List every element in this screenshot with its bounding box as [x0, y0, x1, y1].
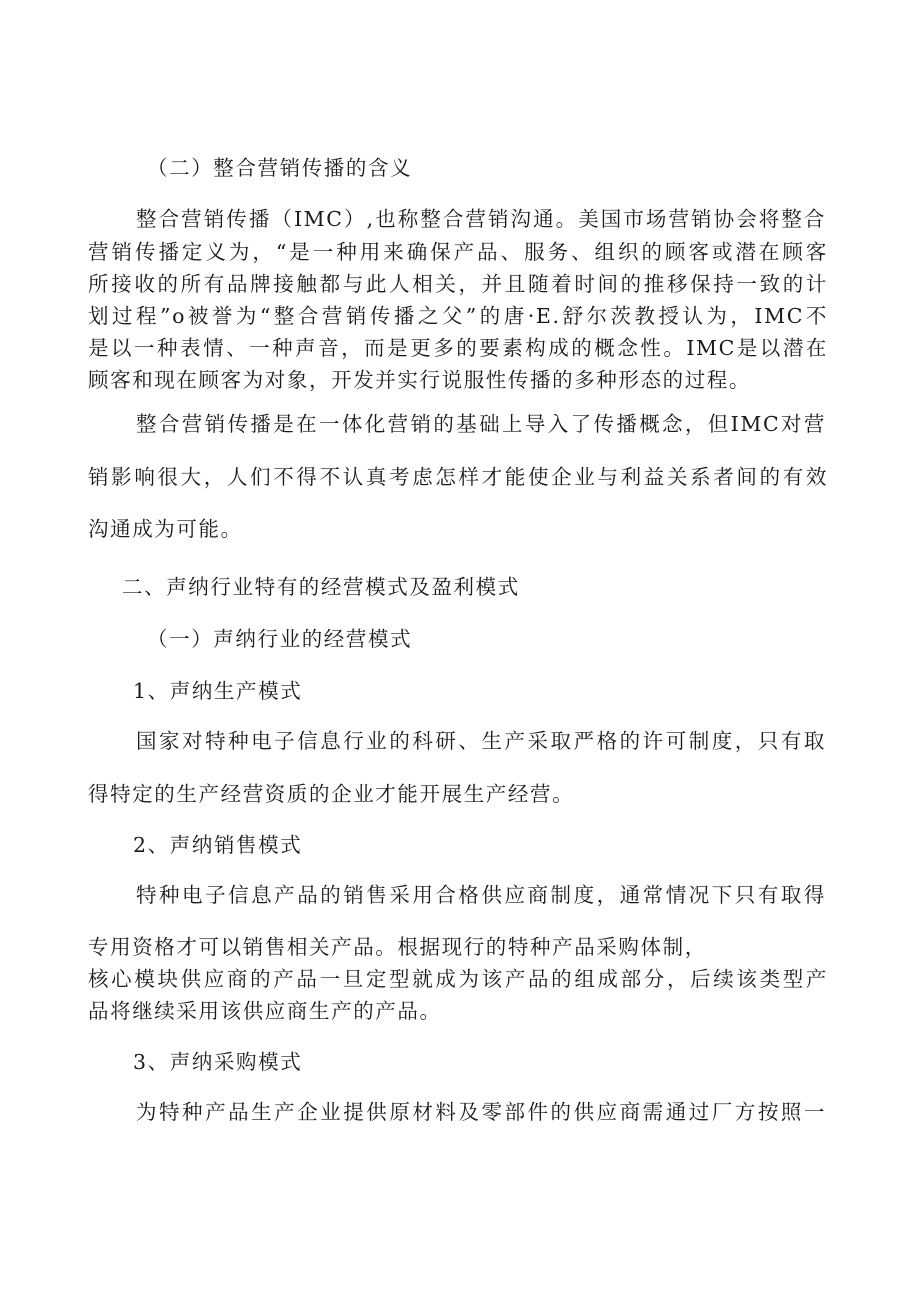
text-line: 营销传播定义为，“是一种用来确保产品、服务、组织的顾客或潜在顾客 — [88, 240, 828, 264]
text-line: 销影响很大，人们不得不认真考虑怎样才能使企业与利益关系者间的有效 — [88, 465, 828, 489]
heading-imc-meaning: （二）整合营销传播的含义 — [147, 156, 413, 180]
heading-purchase-mode: 3、声纳采购模式 — [133, 1050, 303, 1074]
text-line: 特种电子信息产品的销售采用合格供应商制度，通常情况下只有取得 — [136, 883, 826, 907]
text-line: 专用资格才可以销售相关产品。根据现行的特种产品采购体制， — [88, 935, 707, 959]
text-line: 所接收的所有品牌接触都与此人相关，并且随着时间的推移保持一致的计 — [88, 272, 828, 296]
text-line: 顾客和现在顾客为对象，开发并实行说服性传播的多种形态的过程。 — [88, 368, 751, 392]
heading-section-2: 二、声纳行业特有的经营模式及盈利模式 — [122, 575, 520, 599]
heading-business-mode: （一）声纳行业的经营模式 — [147, 627, 413, 651]
text-line: 核心模块供应商的产品一旦定型就成为该产品的组成部分，后续该类型产 — [88, 967, 828, 991]
text-line: 得特定的生产经营资质的企业才能开展生产经营。 — [88, 782, 575, 806]
text-line: 是以一种表情、一种声音，而是更多的要素构成的概念性。IMC是以潜在 — [88, 336, 828, 360]
text-line: 为特种产品生产企业提供原材料及零部件的供应商需通过厂方按照一 — [136, 1100, 826, 1124]
text-line: 品将继续采用该供应商生产的产品。 — [88, 999, 442, 1023]
text-line: 整合营销传播（IMC）,也称整合营销沟通。美国市场营销协会将整合 — [136, 207, 826, 231]
heading-production-mode: 1、声纳生产模式 — [133, 679, 303, 703]
text-line: 整合营销传播是在一体化营销的基础上导入了传播概念，但IMC对营 — [136, 412, 826, 436]
text-line: 国家对特种电子信息行业的科研、生产采取严格的许可制度，只有取 — [136, 729, 826, 753]
text-line: 划过程”o被誉为“整合营销传播之父”的唐·E.舒尔茨教授认为，IMC不 — [88, 304, 828, 328]
text-line: 沟通成为可能。 — [88, 517, 243, 541]
heading-sales-mode: 2、声纳销售模式 — [133, 833, 303, 857]
